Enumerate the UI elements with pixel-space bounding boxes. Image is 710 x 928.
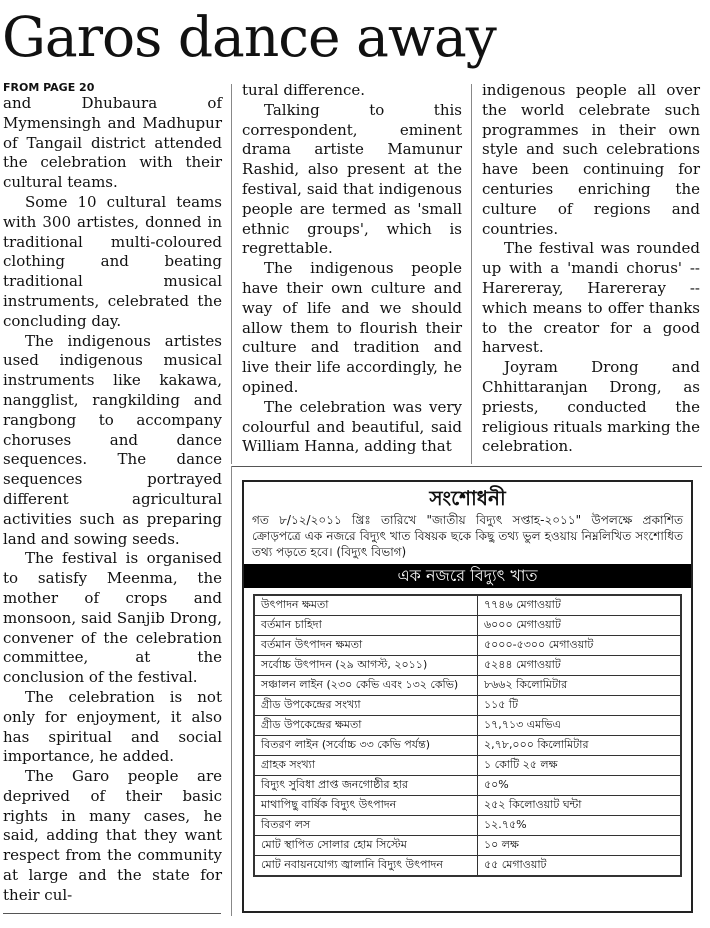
table-row bbox=[254, 676, 681, 696]
paragraph: The festival is organised to satisfy Meenma, the mother of crops and monsoon, said Sanjib Drong, convener of the celebration committee, at the conclusion of the festival. bbox=[3, 549, 222, 687]
power-sector-table bbox=[253, 594, 682, 877]
row-label: বিদ্যুৎ সুবিধা প্রাপ্ত জনগোষ্ঠীর হার bbox=[254, 776, 478, 796]
paragraph: and Dhubaura of Mymensingh and Madhupur of Tangail district attended the celebration with their cultural teams. bbox=[3, 94, 222, 192]
paragraph: Talking to this correspondent, eminent drama artiste Mamunur Rashid, also present at the festival, said that indigenous people are termed as 'small ethnic groups', which is regrettable. bbox=[242, 100, 462, 258]
jump-line: FROM PAGE 20 bbox=[3, 81, 95, 94]
table-row bbox=[254, 816, 681, 836]
row-label: বর্তমান উৎপাদন ক্ষমতা bbox=[254, 636, 478, 656]
row-value: ৭৭৪৬ মেগাওয়াট bbox=[478, 595, 682, 616]
row-label: বর্তমান চাহিদা bbox=[254, 616, 478, 636]
row-label: উৎপাদন ক্ষমতা bbox=[254, 595, 478, 616]
paragraph: The festival was rounded up with a 'mandi chorus' -- Harereray, Harereray -- which means to offer thanks to the creator for a good harvest. bbox=[482, 239, 700, 357]
row-value: ৫৫ মেগাওয়াট bbox=[478, 856, 682, 877]
row-label: মোট নবায়নযোগ্য জ্বালানি বিদ্যুৎ উৎপাদন bbox=[254, 856, 478, 877]
row-value: ৫০০০-৫৩০০ মেগাওয়াট bbox=[478, 636, 682, 656]
paragraph: tural difference. bbox=[242, 81, 366, 99]
row-value: ১৭,৭১৩ এমভিএ bbox=[478, 716, 682, 736]
column-divider bbox=[231, 84, 232, 464]
paragraph: The celebration was very colourful and beautiful, said William Hanna, adding that bbox=[242, 397, 462, 456]
row-value: ২,৭৮,০০০ কিলোমিটার bbox=[478, 736, 682, 756]
row-label: গ্রাহক সংখ্যা bbox=[254, 756, 478, 776]
notice-description: গত ৮/১২/২০১১ খ্রিঃ তারিখে "জাতীয় বিদ্যুৎ সপ্তাহ-২০১১" উপলক্ষে প্রকাশিত ক্রোড়পত্রে এক নজরে বিদ্যুৎ খাত বিষয়ক ছকে কিছু তথ্য ভুল হওয়ায় নিম্নলিখিত সংশোধিত তথ্য পড়তে হবে। (বিদ্যুৎ বিভাগ) bbox=[252, 513, 683, 559]
row-label: মোট স্থাপিত সোলার হোম সিস্টেম bbox=[254, 836, 478, 856]
row-value: ৫২৪৪ মেগাওয়াট bbox=[478, 656, 682, 676]
correction-notice bbox=[242, 480, 693, 913]
article-column-2 bbox=[242, 81, 462, 457]
article-column-1 bbox=[3, 81, 222, 906]
paragraph: Joyram Drong and Chhittaranjan Drong, as priests, conducted the religious rituals marking the celebration. bbox=[482, 358, 700, 456]
row-label: বিতরণ লাইন (সর্বোচ্চ ৩৩ কেভি পর্যন্ত) bbox=[254, 736, 478, 756]
table-row bbox=[254, 636, 681, 656]
table-row bbox=[254, 696, 681, 716]
section-rule bbox=[3, 913, 221, 914]
row-value: ১১৫ টি bbox=[478, 696, 682, 716]
table-row bbox=[254, 756, 681, 776]
paragraph: The celebration is not only for enjoyment, it also has spiritual and social importance, he added. bbox=[3, 687, 222, 766]
paragraph: The indigenous people have their own culture and way of life and we should allow them to flourish their culture and tradition and live their life accordingly, he opined. bbox=[242, 259, 462, 396]
column-divider bbox=[471, 84, 472, 464]
row-value: ১০ লক্ষ bbox=[478, 836, 682, 856]
row-label: গ্রীড উপকেন্দ্রের সংখ্যা bbox=[254, 696, 478, 716]
table-title: এক নজরে বিদ্যুৎ খাত bbox=[244, 564, 691, 588]
table-row bbox=[254, 595, 681, 616]
paragraph: The Garo people are deprived of their basic rights in many cases, he said, adding that they want respect from the community at large and the state for their cul- bbox=[3, 767, 222, 904]
row-label: সর্বোচ্চ উৎপাদন (২৯ আগস্ট, ২০১১) bbox=[254, 656, 478, 676]
table-row bbox=[254, 776, 681, 796]
table-row bbox=[254, 836, 681, 856]
section-rule bbox=[232, 466, 702, 467]
table-row bbox=[254, 656, 681, 676]
row-value: ১ কোটি ২৫ লক্ষ bbox=[478, 756, 682, 776]
table-row bbox=[254, 616, 681, 636]
row-label: মাথাপিছু বার্ষিক বিদ্যুৎ উৎপাদন bbox=[254, 796, 478, 816]
row-value: ২৫২ কিলোওয়াট ঘন্টা bbox=[478, 796, 682, 816]
paragraph: indigenous people all over the world celebrate such programmes in their own style and such celebrations have been continuing for centuries enriching the culture of regions and countries. bbox=[482, 81, 700, 238]
paragraph: Some 10 cultural teams with 300 artistes, donned in traditional multi-coloured clothing and beating traditional musical instruments, celebrated the concluding day. bbox=[3, 192, 222, 330]
table-row bbox=[254, 716, 681, 736]
row-label: গ্রীড উপকেন্দ্রের ক্ষমতা bbox=[254, 716, 478, 736]
row-value: ৬০০০ মেগাওয়াট bbox=[478, 616, 682, 636]
row-label: বিতরণ লস bbox=[254, 816, 478, 836]
row-value: ৫০% bbox=[478, 776, 682, 796]
table-row bbox=[254, 856, 681, 877]
notice-title: সংশোধনী bbox=[429, 486, 506, 510]
row-value: ৮৬৬২ কিলোমিটার bbox=[478, 676, 682, 696]
row-label: সঞ্চালন লাইন (২৩০ কেভি এবং ১৩২ কেভি) bbox=[254, 676, 478, 696]
table-row bbox=[254, 796, 681, 816]
headline: Garos dance away bbox=[2, 5, 496, 69]
row-value: ১২.৭৫% bbox=[478, 816, 682, 836]
article-column-3 bbox=[482, 81, 700, 457]
column-divider bbox=[231, 466, 232, 916]
table-row bbox=[254, 736, 681, 756]
paragraph: The indigenous artistes used indigenous musical instruments like kakawa, nangglist, rangkilding and rangbong to accompany choruses and dance sequences. The dance sequences portrayed different agricultural activities such as preparing land and sowing seeds. bbox=[3, 331, 222, 548]
